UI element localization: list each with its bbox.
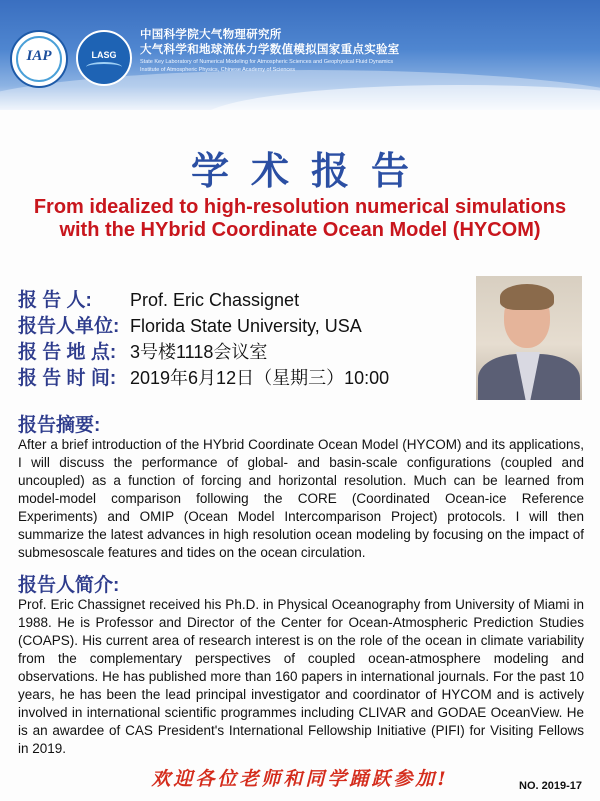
lasg-logo-wave xyxy=(86,62,122,72)
lab-name-en: State Key Laboratory of Numerical Modeling for Atmospheric Sciences and Geophysical Fluid Dynamics xyxy=(140,59,394,65)
iap-logo xyxy=(10,30,68,88)
abstract-text: After a brief introduction of the HYbrid Coordinate Ocean Model (HYCOM) and its applications, I will discuss the performance of global- and basin-scale configurations (coupled and uncoupled) as a function of forcing and horizontal resolution. Much can be learned from model-model comparison following the CORE (Coordinated Ocean-ice Reference Experiments) and OMIP (Ocean Model Intercomparison Project) protocols. I will then summarize the latest advances in high resolution ocean modeling by focusing on the impact of submesoscale features and tides on the ocean circulation. xyxy=(18,437,584,560)
bio-text: Prof. Eric Chassignet received his Ph.D. in Physical Oceanography from University of Miami in 1988. He is Professor and Director of the Center for Ocean-Atmospheric Prediction Studies (COAPS). His current area of research interest is on the role of the ocean in climate variability from the complementary perspectives of coupled ocean-atmosphere modeling and observations. He has published more than 160 papers in international journals. For the past 10 years, he has been the lead principal investigator and coordinator of HYCOM and is actively involved in international scientific programmes including CLIVAR and GODAE OceanView. He is an awardee of CAS President's International Fellowship Initiative (PIFI) for Visiting Fellows in 2019. xyxy=(18,597,584,756)
info-label: 报 告 地 点: xyxy=(18,342,117,363)
welcome-slogan: 欢迎各位老师和同学踊跃参加! xyxy=(151,768,449,790)
photo-hair xyxy=(500,284,554,310)
info-value: Prof. Eric Chassignet xyxy=(130,290,300,310)
info-value: Florida State University, USA xyxy=(130,316,362,336)
info-label: 报 告 人: xyxy=(18,290,92,311)
iap-logo-text: IAP xyxy=(26,48,52,64)
institution-names xyxy=(140,28,400,74)
page-title: 学术报告 xyxy=(190,148,431,193)
lab-name-cn: 大气科学和地球流体力学数值模拟国家重点实验室 xyxy=(140,44,400,56)
institute-name-cn: 中国科学院大气物理研究所 xyxy=(140,29,282,41)
info-row-affiliation xyxy=(18,313,389,339)
info-value: 2019年6月12日（星期三）10:00 xyxy=(130,368,390,388)
lasg-logo-text: LASG xyxy=(91,50,117,60)
header-banner xyxy=(0,0,600,110)
bio-heading: 报告人简介: xyxy=(18,575,120,596)
talk-title: From idealized to high-resolution numerical simulations with the HYbrid Coordinate Ocean Model (HYCOM) xyxy=(33,196,567,241)
info-value: 3号楼1118会议室 xyxy=(130,342,268,362)
lasg-logo xyxy=(76,30,132,86)
report-number: NO. 2019-17 xyxy=(519,780,582,792)
institute-name-en: Institute of Atmospheric Physics, Chinese Academy of Sciences xyxy=(140,67,295,73)
info-label: 报告人单位: xyxy=(18,316,120,337)
info-row-time xyxy=(18,365,389,391)
info-row-speaker xyxy=(18,287,389,313)
info-label: 报 告 时 间: xyxy=(18,368,117,389)
info-row-location xyxy=(18,339,389,365)
speaker-photo xyxy=(476,276,582,400)
talk-info xyxy=(18,287,389,391)
abstract-heading: 报告摘要: xyxy=(18,415,101,436)
